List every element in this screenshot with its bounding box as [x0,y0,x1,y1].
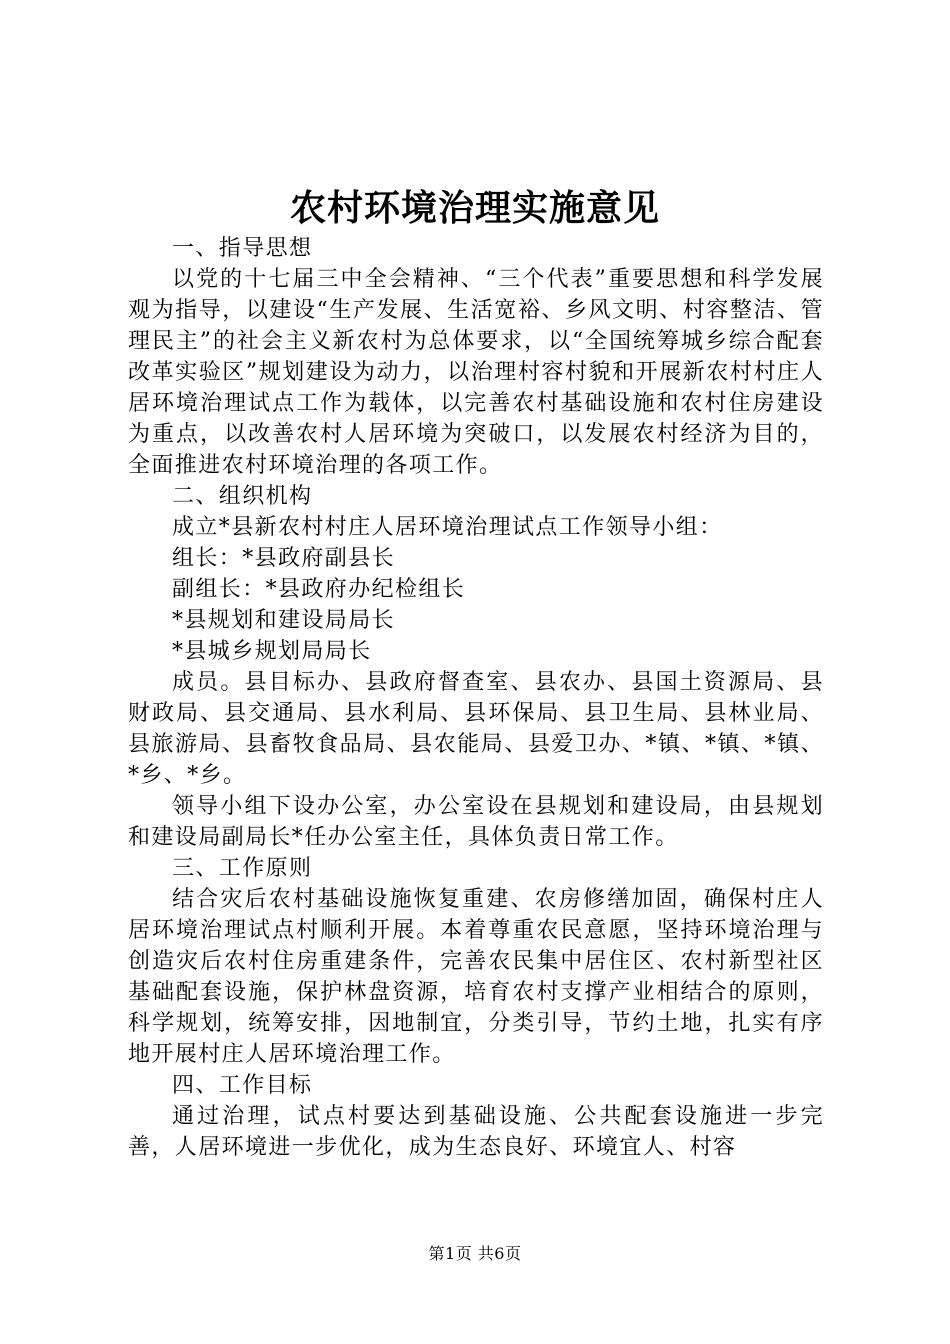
paragraph: 成员。县目标办、县政府督查室、县农办、县国土资源局、县财政局、县交通局、县水利局、县环保局、县卫生局、县林业局、县旅游局、县畜牧食品局、县农能局、县爱卫办、*镇、*镇、*镇、*乡、*乡。 [128,670,824,788]
paragraph: *县城乡规划局局长 [172,639,372,664]
paragraph: 结合灾后农村基础设施恢复重建、农房修缮加固，确保村庄人居环境治理试点村顺利开展。本着尊重农民意愿，坚持环境治理与创造灾后农村住房重建条件，完善农民集中居住区、农村新型社区基础配套设施，保护林盘资源，培育农村支撑产业相结合的原则，科学规划，统筹安排，因地制宜，分类引导，节约土地，扎实有序地开展村庄人居环境治理工作。 [128,887,824,1067]
paragraph: 副组长：*县政府办纪检组长 [172,577,466,602]
document-body [128,233,824,1163]
section-heading: 四、工作目标 [172,1073,313,1098]
paragraph: *县规划和建设局局长 [172,608,396,633]
paragraph: 以党的十七届三中全会精神、“三个代表”重要思想和科学发展观为指导，以建设“生产发展、生活宽裕、乡风文明、村容整洁、管理民主”的社会主义新农村为总体要求，以“全国统筹城乡综合配套改革实验区”规划建设为动力，以治理村容村貌和开展新农村村庄人居环境治理试点工作为载体，以完善农村基础设施和农村住房建设为重点，以改善农村人居环境为突破口，以发展农村经济为目的，全面推进农村环境治理的各项工作。 [128,267,824,478]
paragraph: 组长：*县政府副县长 [172,546,396,571]
section-heading: 三、工作原则 [172,856,313,881]
paragraph: 成立*县新农村村庄人居环境治理试点工作领导小组： [172,515,723,540]
section-heading: 二、组织机构 [172,484,313,509]
document-title: 农村环境治理实施意见 [289,187,660,229]
paragraph: 通过治理，试点村要达到基础设施、公共配套设施进一步完善，人居环境进一步优化，成为生态良好、环境宜人、村容 [128,1104,824,1160]
section-heading: 一、指导思想 [172,236,313,261]
paragraph: 领导小组下设办公室，办公室设在县规划和建设局，由县规划和建设局副局长*任办公室主任，具体负责日常工作。 [128,794,824,850]
page-footer: 第1页 共6页 [428,1244,522,1263]
